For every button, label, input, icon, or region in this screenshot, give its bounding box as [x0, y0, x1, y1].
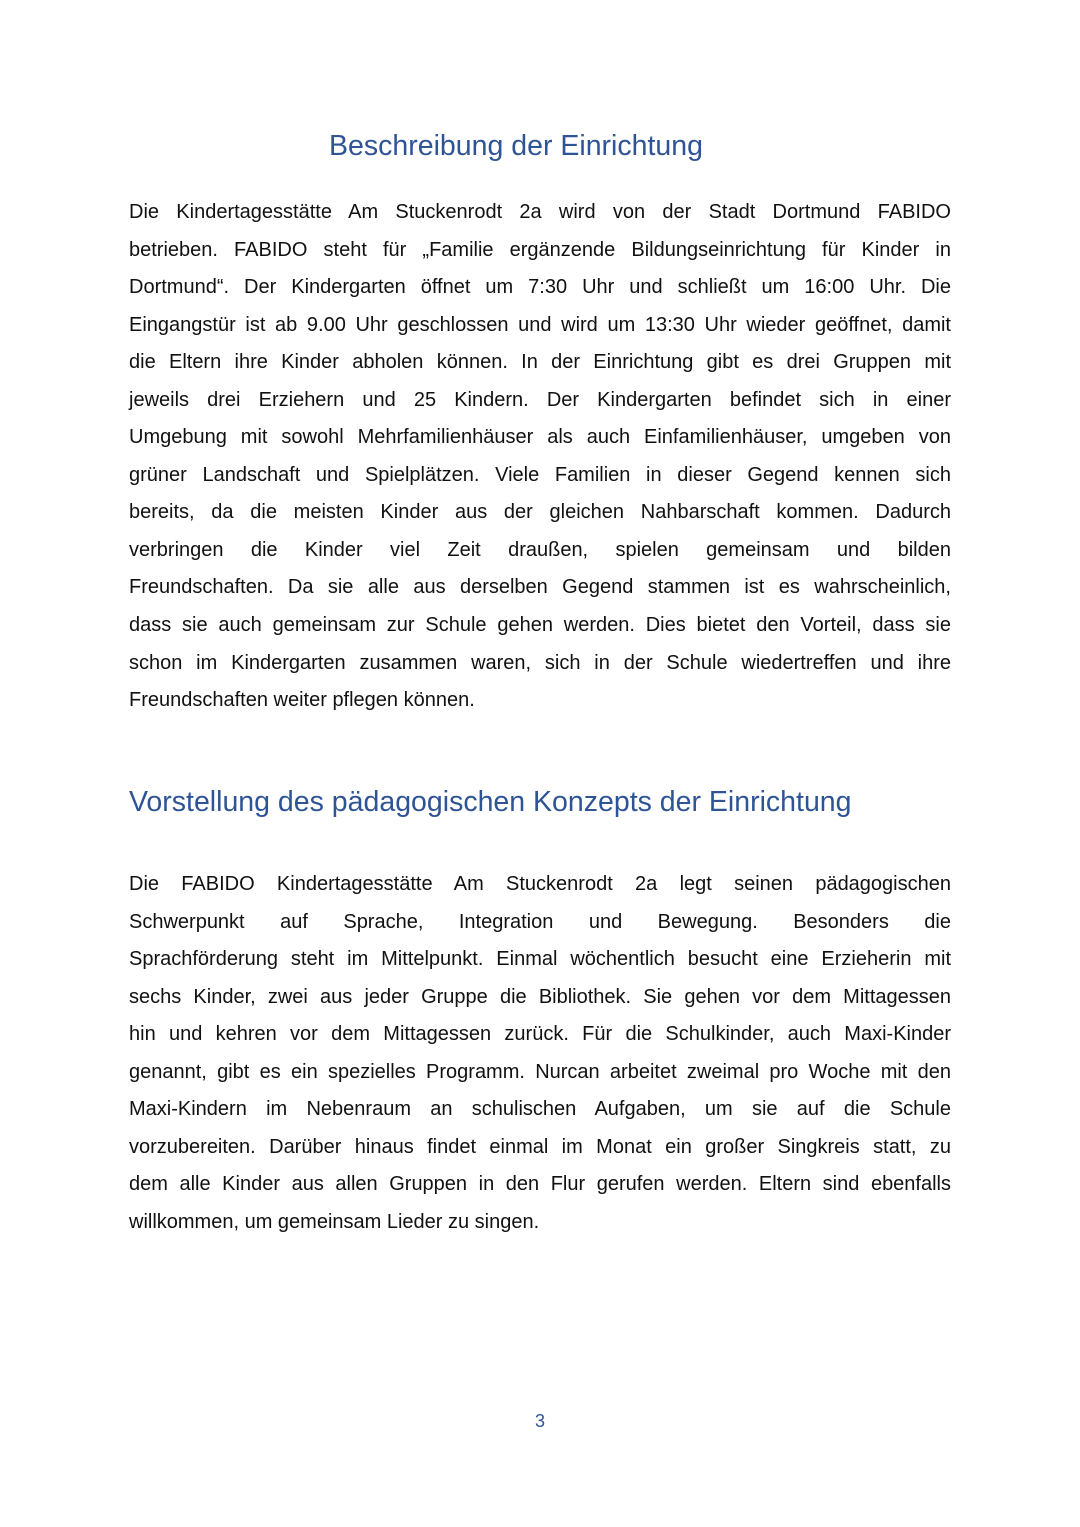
- text-line: hin und kehren vor dem Mittagessen zurück. Für die Schulkinder, auch Maxi-Kinder: [129, 1023, 951, 1046]
- text-line: Freundschaften. Da sie alle aus derselben Gegend stammen ist es wahrscheinlich,: [129, 576, 951, 599]
- text-line: grüner Landschaft und Spielplätzen. Viele Familien in dieser Gegend kennen sich: [129, 463, 951, 486]
- text-line: Die Kindertagesstätte Am Stuckenrodt 2a wird von der Stadt Dortmund FABIDO: [129, 201, 951, 223]
- text-line: dem alle Kinder aus allen Gruppen in den Flur gerufen werden. Eltern sind ebenfalls: [129, 1173, 951, 1196]
- page-number: 3: [534, 1411, 545, 1431]
- text-line: Maxi-Kindern im Nebenraum an schulischen Aufgaben, um sie auf die Schule: [129, 1098, 951, 1121]
- section-heading-concept: Vorstellung des pädagogischen Konzepts der Einrichtung: [129, 786, 852, 818]
- text-line: betrieben. FABIDO steht für „Familie ergänzende Bildungseinrichtung für Kinder in: [129, 238, 951, 261]
- text-line: die Eltern ihre Kinder abholen können. In der Einrichtung gibt es drei Gruppen mit: [129, 351, 951, 374]
- text-line: Freundschaften weiter pflegen können.: [129, 689, 475, 712]
- text-line: Die FABIDO Kindertagesstätte Am Stuckenrodt 2a legt seinen pädagogischen: [129, 873, 951, 895]
- paragraph-description: [129, 194, 951, 720]
- text-line: dass sie auch gemeinsam zur Schule gehen werden. Dies bietet den Vorteil, dass sie: [129, 614, 951, 637]
- text-line: Eingangstür ist ab 9.00 Uhr geschlossen und wird um 13:30 Uhr wieder geöffnet, damit: [129, 313, 951, 336]
- text-line: Umgebung mit sowohl Mehrfamilienhäuser als auch Einfamilienhäuser, umgeben von: [129, 426, 951, 449]
- text-line: schon im Kindergarten zusammen waren, sich in der Schule wiedertreffen und ihre: [129, 651, 951, 674]
- text-line: Schwerpunkt auf Sprache, Integration und Bewegung. Besonders die: [129, 910, 951, 933]
- text-line: bereits, da die meisten Kinder aus der gleichen Nahbarschaft kommen. Dadurch: [129, 501, 951, 524]
- paragraph-concept: [129, 866, 951, 1241]
- text-line: verbringen die Kinder viel Zeit draußen, spielen gemeinsam und bilden: [129, 538, 951, 561]
- text-line: willkommen, um gemeinsam Lieder zu singen.: [129, 1210, 540, 1233]
- section-heading-description: Beschreibung der Einrichtung: [329, 130, 703, 162]
- text-line: Sprachförderung steht im Mittelpunkt. Einmal wöchentlich besucht eine Erzieherin mit: [129, 948, 951, 971]
- text-line: Dortmund“. Der Kindergarten öffnet um 7:30 Uhr und schließt um 16:00 Uhr. Die: [129, 276, 951, 299]
- text-line: sechs Kinder, zwei aus jeder Gruppe die Bibliothek. Sie gehen vor dem Mittagessen: [129, 985, 951, 1008]
- text-line: genannt, gibt es ein spezielles Programm. Nurcan arbeitet zweimal pro Woche mit den: [129, 1060, 951, 1083]
- text-line: vorzubereiten. Darüber hinaus findet einmal im Monat ein großer Singkreis statt, zu: [129, 1135, 951, 1158]
- text-line: jeweils drei Erziehern und 25 Kindern. Der Kindergarten befindet sich in einer: [129, 388, 951, 411]
